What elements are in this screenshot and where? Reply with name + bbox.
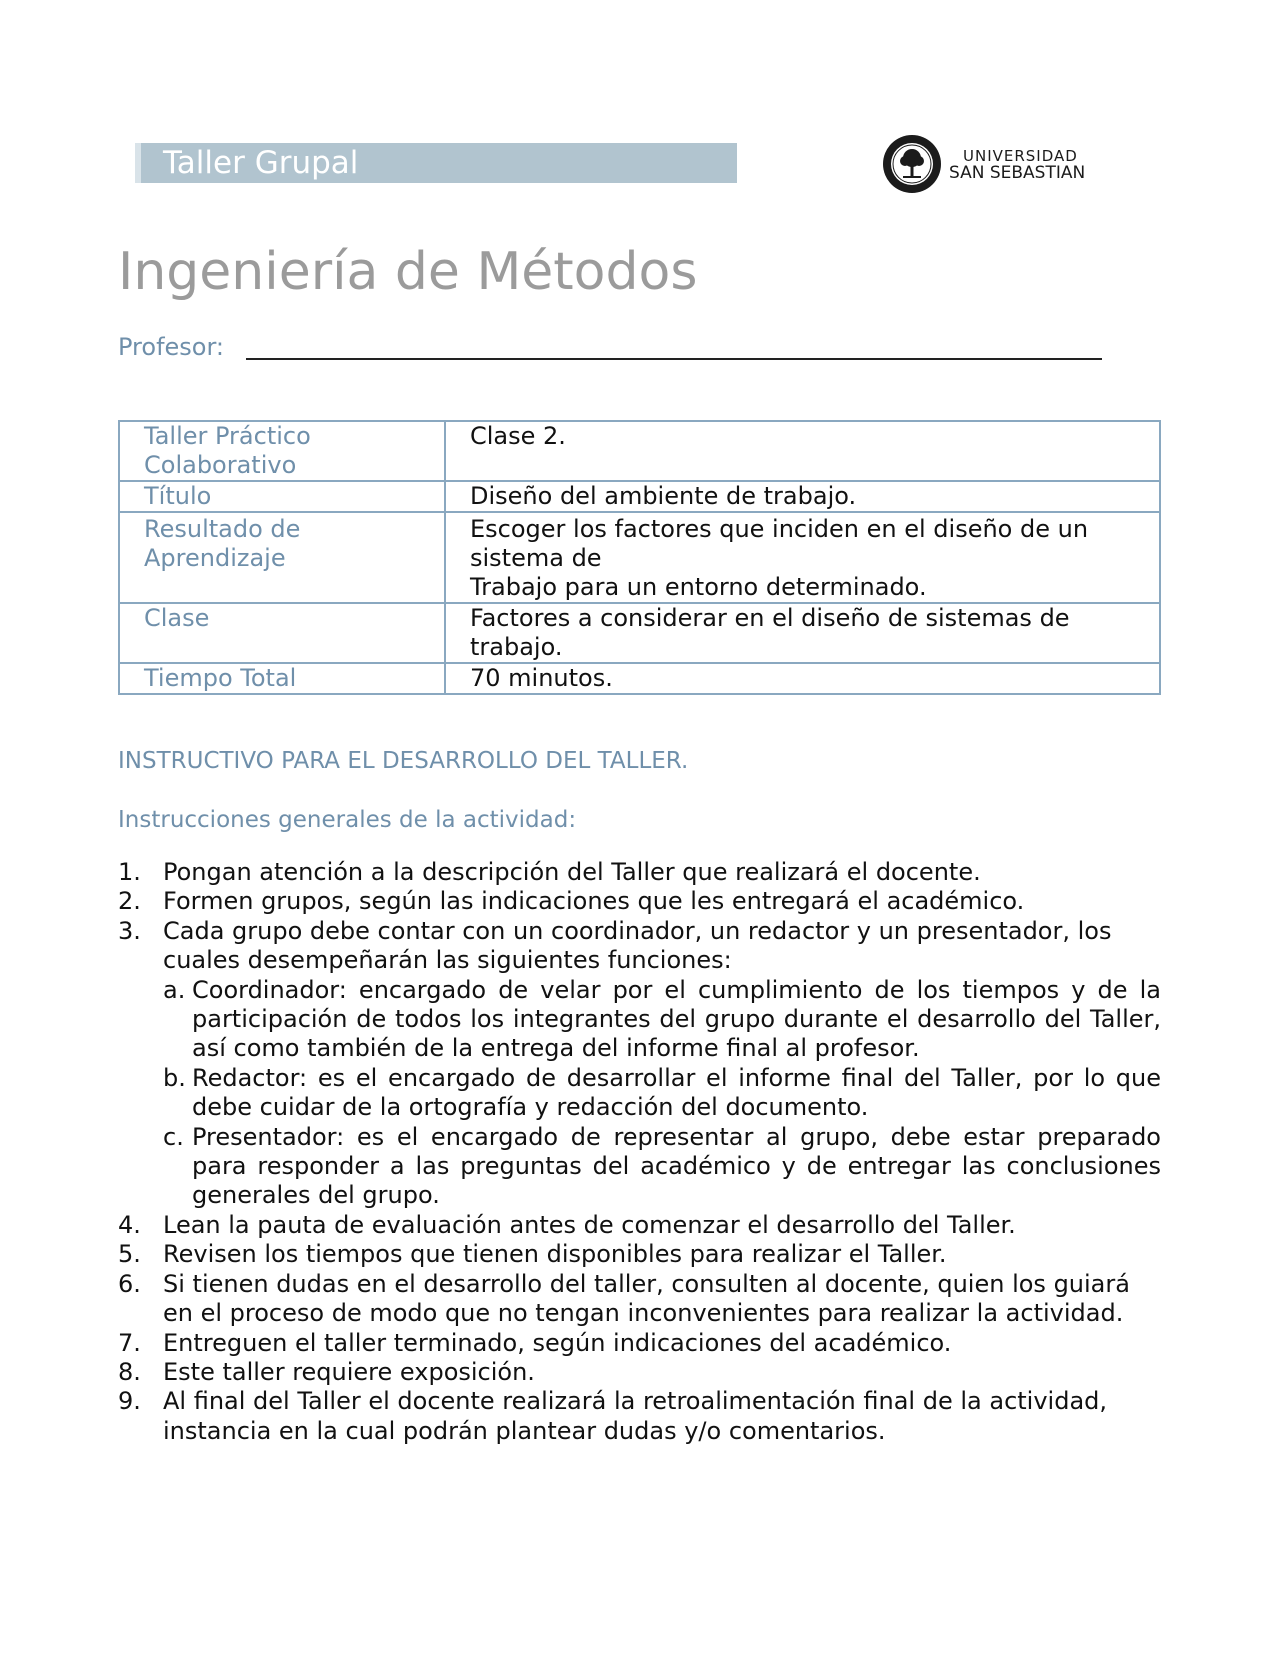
item-number: 7. (118, 1328, 141, 1357)
row-label: Clase (119, 603, 445, 663)
item-text: Entreguen el taller terminado, según indicaciones del académico. (163, 1328, 952, 1357)
university-logo (881, 133, 1091, 195)
item-number: 5. (118, 1240, 141, 1269)
list-item (118, 1358, 1161, 1387)
logo-line-2: SAN SEBASTIAN (949, 163, 1086, 183)
instructions-list (118, 858, 1161, 1446)
item-text: Pongan atención a la descripción del Taller que realizará el docente. (163, 858, 981, 886)
list-item (118, 917, 1161, 1211)
row-value: 70 minutos. (445, 663, 1160, 694)
role-letter: a. (163, 975, 186, 1004)
item-number: 4. (118, 1210, 141, 1239)
role-item (163, 1123, 1161, 1211)
info-table (118, 420, 1161, 695)
page-title: Ingeniería de Métodos (118, 242, 698, 302)
item-number: 6. (118, 1269, 141, 1298)
instructivo-heading: INSTRUCTIVO PARA EL DESARROLLO DEL TALLER. (118, 748, 689, 774)
list-item (118, 1270, 1161, 1329)
roles-list (163, 976, 1161, 1211)
tree-seal-icon (881, 133, 943, 195)
row-label: Resultado de Aprendizaje (119, 512, 445, 603)
table-row (119, 663, 1160, 694)
row-value: Diseño del ambiente de trabajo. (445, 481, 1160, 512)
list-item (118, 1387, 1161, 1446)
item-text: Formen grupos, según las indicaciones que les entregará el académico. (163, 887, 1025, 916)
role-letter: c. (163, 1122, 184, 1151)
taller-grupal-banner (135, 143, 737, 183)
row-label: Taller Práctico Colaborativo (119, 421, 445, 481)
role-text: Presentador: es el encargado de representar al grupo, debe estar preparado para responder a las preguntas del académico y de entregar las conclusiones generales del grupo. (192, 1122, 1161, 1210)
row-value: Escoger los factores que inciden en el diseño de un sistema de Trabajo para un entorno determinado. (445, 512, 1160, 603)
item-text: Si tienen dudas en el desarrollo del taller, consulten al docente, quien los guiará en el proceso de modo que no tengan inconvenientes para realizar la actividad. (163, 1269, 1130, 1328)
table-row (119, 512, 1160, 603)
banner-title: Taller Grupal (135, 143, 358, 183)
item-number: 3. (118, 916, 141, 945)
table-row (119, 421, 1160, 481)
instrucciones-heading: Instrucciones generales de la actividad: (118, 807, 577, 833)
list-item (118, 858, 1161, 887)
item-text: Lean la pauta de evaluación antes de comenzar el desarrollo del Taller. (163, 1210, 1016, 1239)
table-row (119, 603, 1160, 663)
role-item (163, 1064, 1161, 1123)
item-number: 9. (118, 1387, 141, 1416)
item-text: Cada grupo debe contar con un coordinador, un redactor y un presentador, los cuales desempeñarán las siguientes funciones: (163, 916, 1112, 975)
role-letter: b. (163, 1063, 186, 1092)
role-item (163, 976, 1161, 1064)
role-text: Coordinador: encargado de velar por el cumplimiento de los tiempos y de la participación de todos los integrantes del grupo durante el desarrollo del Taller, así como también de la entrega del informe final al profesor. (192, 975, 1161, 1063)
role-text: Redactor: es el encargado de desarrollar el informe final del Taller, por lo que debe cuidar de la ortografía y redacción del documento. (192, 1063, 1161, 1122)
item-number: 2. (118, 887, 141, 916)
profesor-input-line (246, 358, 1102, 360)
item-text: Al final del Taller el docente realizará la retroalimentación final de la actividad, instancia en la cual podrán plantear dudas y/o comentarios. (163, 1387, 1108, 1445)
list-item (118, 1211, 1161, 1240)
row-label: Tiempo Total (119, 663, 445, 694)
row-label: Título (119, 481, 445, 512)
row-value: Clase 2. (445, 421, 1160, 481)
logo-line-1: UNIVERSIDAD (963, 147, 1078, 165)
list-item (118, 1240, 1161, 1269)
list-item (118, 1329, 1161, 1358)
item-number: 8. (118, 1357, 141, 1386)
row-value: Factores a considerar en el diseño de sistemas de trabajo. (445, 603, 1160, 663)
item-text: Revisen los tiempos que tienen disponibles para realizar el Taller. (163, 1240, 947, 1269)
item-text: Este taller requiere exposición. (163, 1357, 535, 1386)
table-row (119, 481, 1160, 512)
item-number: 1. (118, 858, 141, 886)
list-item (118, 887, 1161, 916)
profesor-label: Profesor: (118, 333, 225, 361)
